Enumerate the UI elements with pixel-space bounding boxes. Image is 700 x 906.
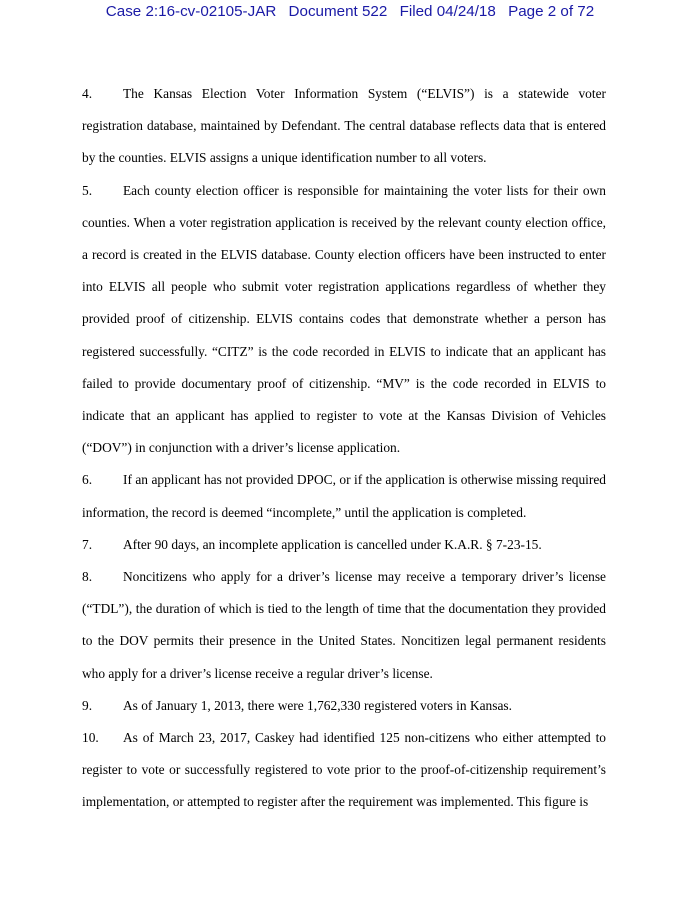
paragraph-number: 6. (82, 472, 93, 488)
paragraph-text: Noncitizens who apply for a driver’s license may receive a temporary driver’s license (“TDL”), the duration of which is tied to the length of time that the documentation they provided to the DOV permits their presence in the United States. Noncitizen legal permanent residents who apply for a driver’s license receive a regular driver’s license. (82, 569, 606, 681)
paragraph-text: After 90 days, an incomplete application is cancelled under K.A.R. § 7-23-15. (123, 536, 542, 552)
paragraph-text: The Kansas Election Voter Information System (“ELVIS”) is a statewide voter registration database, maintained by Defendant. The central database reflects data that is entered by the counties. ELVIS assigns a unique identification number to all voters. (82, 86, 606, 166)
paragraph-text: Each county election officer is responsible for maintaining the voter lists for their own counties. When a voter registration application is received by the relevant county election office, a record is created in the ELVIS database. County election officers have been instructed to enter into ELVIS all people who submit voter registration applications regardless of whether they provided proof of citizenship. ELVIS contains codes that demonstrate whether a person has registered successfully. “CITZ” is the code recorded in ELVIS to indicate that an applicant has failed to provide documentary proof of citizenship. “MV” is the code recorded in ELVIS to indicate that an applicant has applied to register to vote at the Kansas Division of Vehicles (“DOV”) in conjunction with a driver’s license application. (82, 182, 606, 456)
paragraph-number: 4. (82, 86, 93, 101)
paragraph-5 (82, 175, 606, 465)
document-number: Document 522 (288, 3, 388, 20)
paragraph-4 (82, 78, 606, 175)
paragraph-number: 8. (82, 569, 93, 585)
paragraph-text: As of March 23, 2017, Caskey had identified 125 non-citizens who either attempted to register to vote or successfully registered to vote prior to the proof-of-citizenship requirement’s implementation, or attempted to register after the requirement was implemented. This figure is (82, 730, 606, 810)
paragraph-text: If an applicant has not provided DPOC, or if the application is otherwise missing required information, the record is deemed “incomplete,” until the application is completed. (82, 472, 606, 520)
page-number: Page 2 of 72 (508, 3, 595, 20)
case-header (0, 3, 700, 20)
paragraph-8 (82, 561, 606, 690)
paragraph-number: 5. (82, 182, 93, 198)
paragraph-number: 9. (82, 697, 93, 713)
case-number: Case 2:16-cv-02105-JAR (105, 3, 277, 20)
paragraph-7 (82, 529, 606, 561)
paragraph-6 (82, 464, 606, 528)
paragraph-text: As of January 1, 2013, there were 1,762,330 registered voters in Kansas. (123, 697, 512, 713)
paragraph-9 (82, 690, 606, 722)
paragraph-number: 10. (82, 730, 99, 746)
paragraph-10 (82, 722, 606, 819)
filed-date: Filed 04/24/18 (399, 3, 496, 20)
paragraph-number: 7. (82, 536, 93, 552)
document-body (82, 78, 606, 819)
